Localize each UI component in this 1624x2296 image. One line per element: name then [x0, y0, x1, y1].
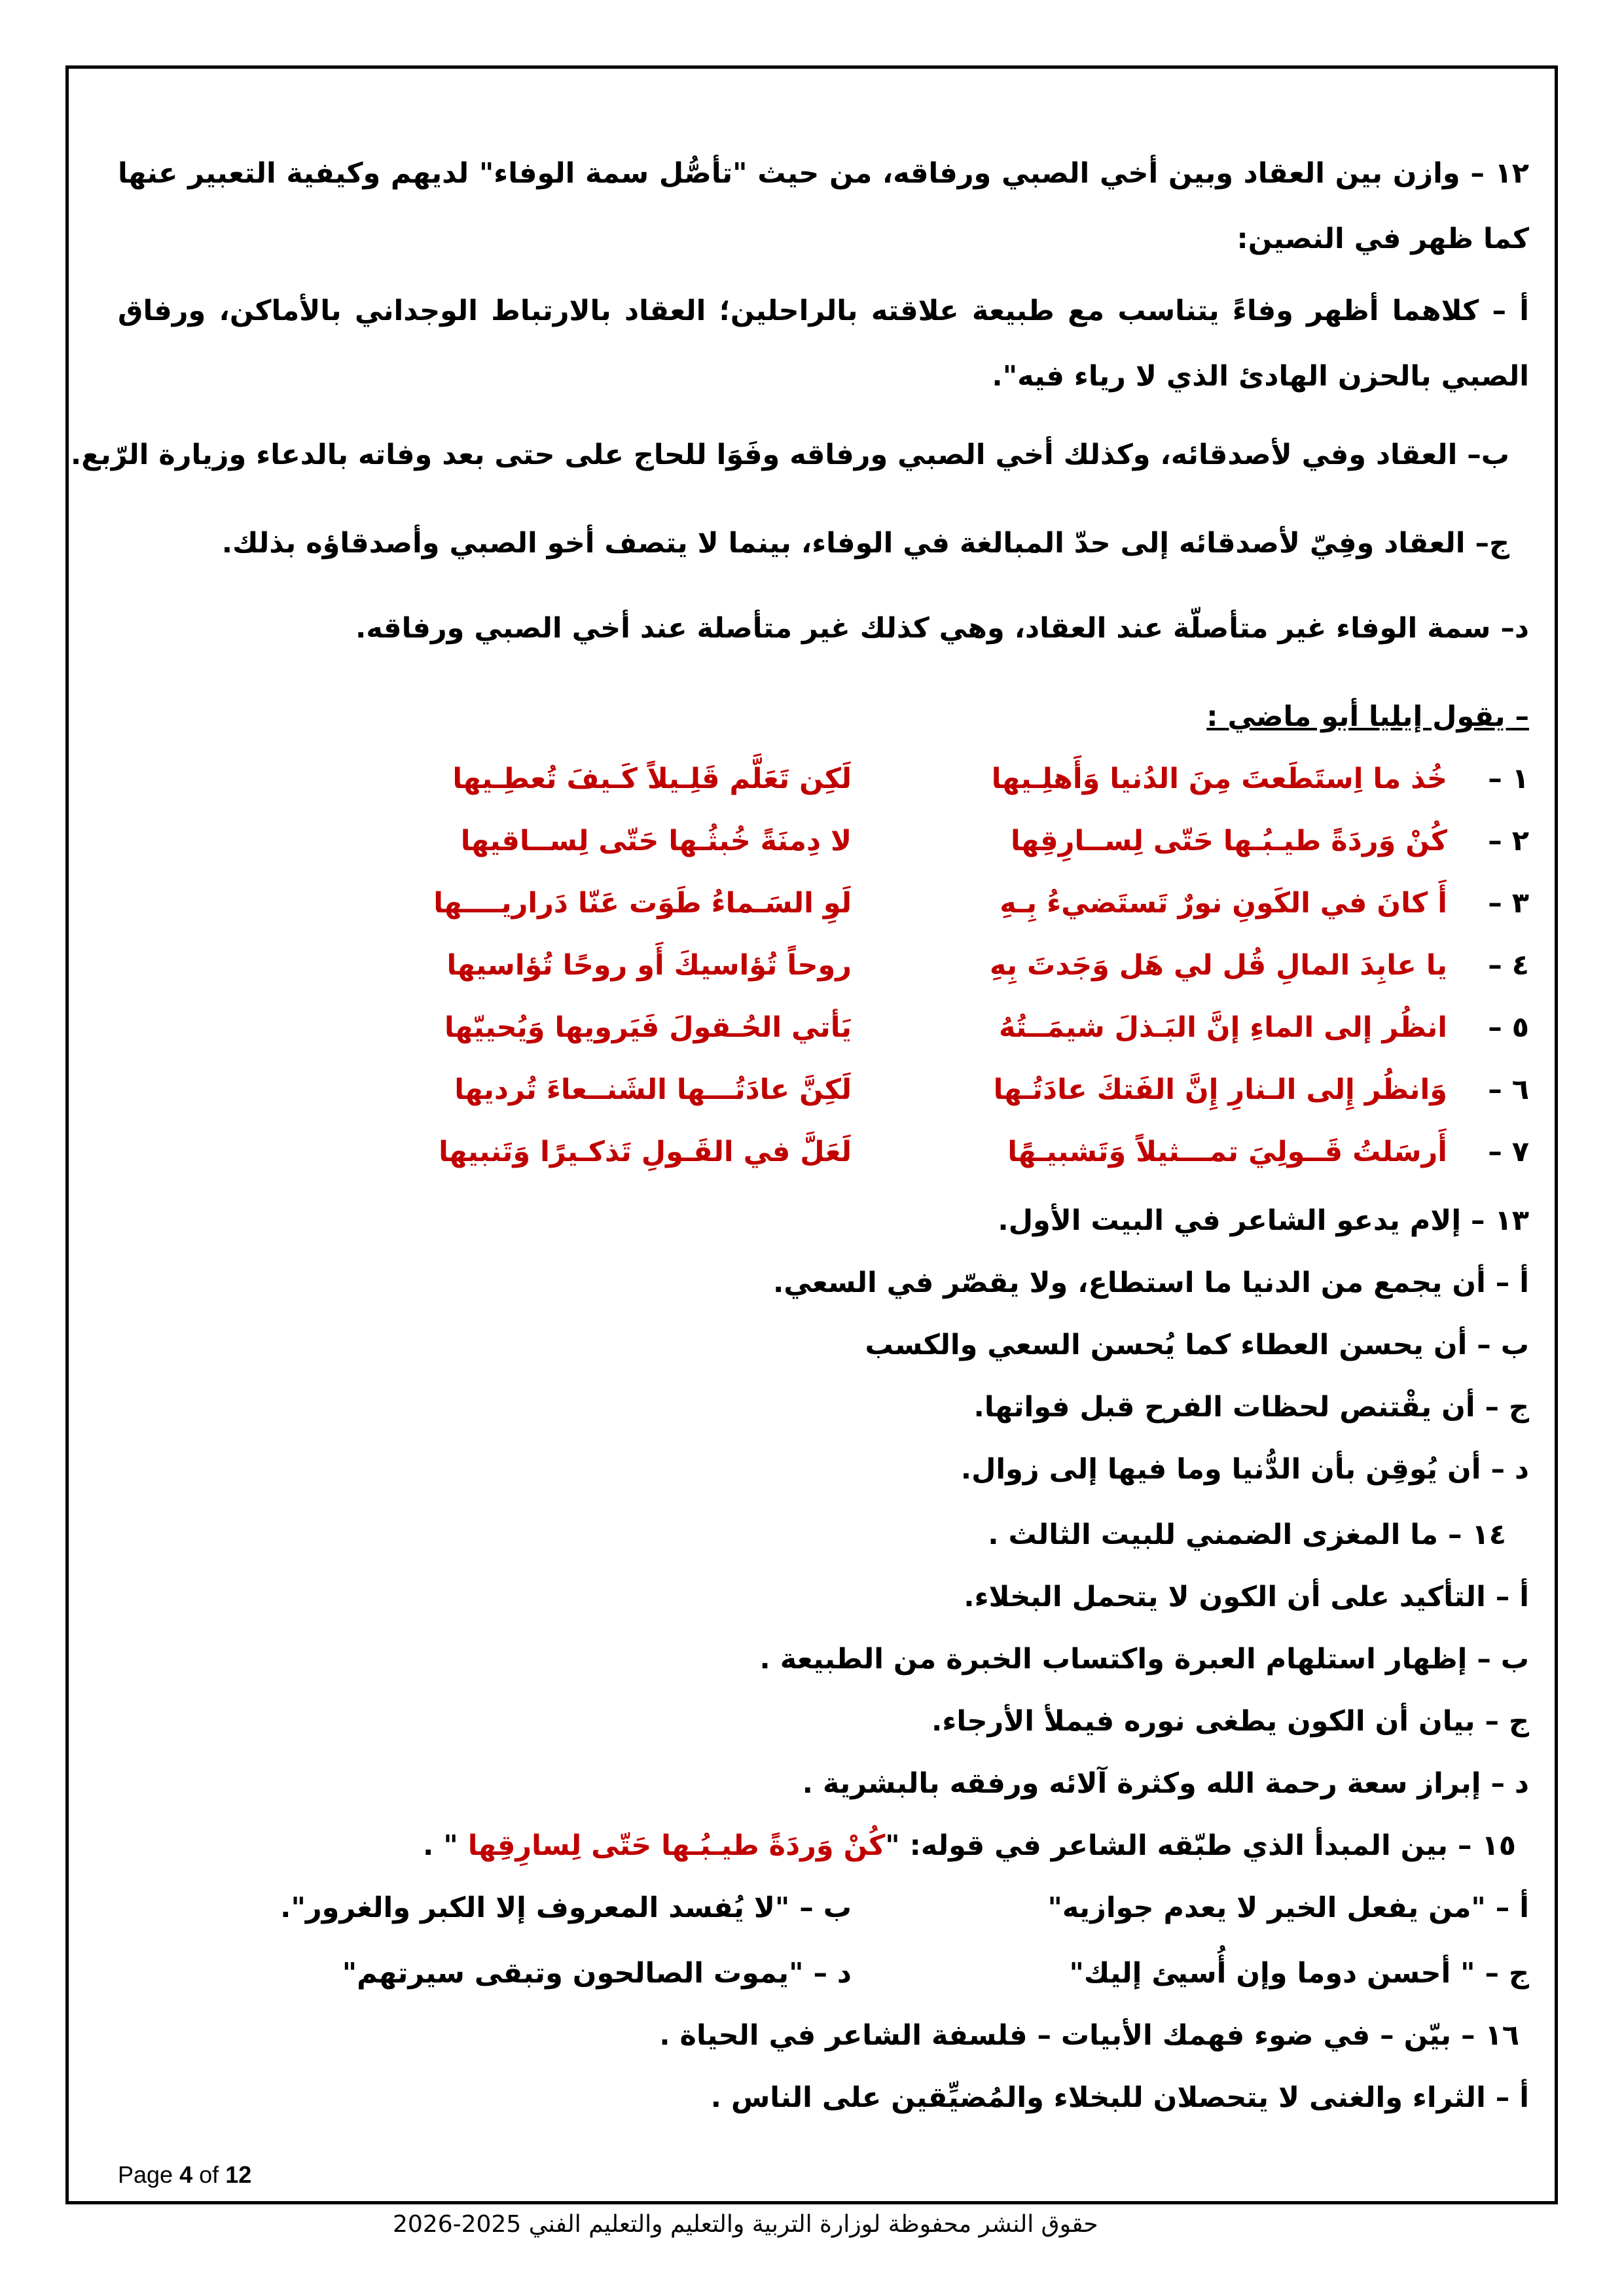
verse-number: ٣ –	[1488, 887, 1529, 920]
q14-option-a: أ – التأكيد على أن الكون لا يتحمل البخلاء.	[964, 1581, 1529, 1613]
q12-option-a: أ – كلاهما أظهر وفاءً يتناسب مع طبيعة علاقته بالراحلين؛ العقاد بالارتباط الوجداني بالأماكن، ورفاق الصبي بالحزن الهادئ الذي لا رياء فيه".	[118, 295, 1529, 393]
page-current: 4	[179, 2161, 193, 2188]
page-number	[118, 2161, 251, 2189]
verse-second-hemistich: لَوِ السَـماءُ طَوَت عَنّا دَراريــــها	[433, 887, 852, 920]
verse-second-hemistich: روحاً تُؤاسيكَ أَو روحًا تُؤاسيها	[446, 949, 852, 982]
verse-second-hemistich: يَأتي الحُـقولَ فَيَرويها وَيُحييّها	[444, 1011, 852, 1044]
q12-stem: ١٢ – وازن بين العقاد وبين أخي الصبي ورفاقه، من حيث "تأصُّل سمة الوفاء" لديهم وكيفية التعبير عنها كما ظهر في النصين:	[118, 157, 1529, 255]
q14-option-c: ج – بيان أن الكون يطغى نوره فيملأ الأرجاء.	[931, 1705, 1529, 1738]
q12-option-b: ب– العقاد وفي لأصدقائه، وكذلك أخي الصبي ورفاقه وفَوَا للحاج على حتى بعد وفاته بالدعاء وزيارة الرّبع.	[70, 439, 1509, 471]
verse-number: ٥ –	[1488, 1011, 1529, 1044]
q15-stem	[423, 1829, 1516, 1862]
q12-option-c: ج– العقاد وفِيّ لأصدقائه إلى حدّ المبالغة في الوفاء، بينما لا يتصف أخو الصبي وأصدقاؤه بذلك.	[221, 527, 1509, 560]
q16-stem: ١٦ – بيّن – في ضوء فهمك الأبيات – فلسفة الشاعر في الحياة .	[659, 2019, 1519, 2052]
verse-first-hemistich: وَانظُر إِلى الـنارِ إِنَّ الفَتكَ عادَتُـها	[993, 1073, 1447, 1106]
q15-option-c: ج – " أحسن دوما وإن أُسيئ إليك"	[1069, 1957, 1529, 1990]
page-total: 12	[225, 2161, 252, 2188]
q13-option-b: ب – أن يحسن العطاء كما يُحسن السعي والكسب	[865, 1329, 1529, 1361]
verse-first-hemistich: خُذ ما اِستَطَعتَ مِنَ الدُنيا وَأَهلِـيها	[991, 762, 1447, 795]
q15-stem-pre: ١٥ – بين المبدأ الذي طبّقه الشاعر في قوله: "	[885, 1829, 1516, 1862]
q14-option-b: ب – إظهار استلهام العبرة واكتساب الخبرة من الطبيعة .	[759, 1643, 1529, 1676]
verse-number: ١ –	[1488, 762, 1529, 795]
of-word: of	[199, 2161, 219, 2188]
q13-option-a: أ – أن يجمع من الدنيا ما استطاع، ولا يقصّر في السعي.	[772, 1266, 1529, 1299]
q15-option-b: ب – "لا يُفسد المعروف إلا الكبر والغرور".	[280, 1892, 852, 1924]
q13-stem: ١٣ – إلام يدعو الشاعر في البيت الأول.	[998, 1204, 1529, 1237]
q14-option-d: د – إبراز سعة رحمة الله وكثرة آلائه ورفقه بالبشرية .	[802, 1767, 1529, 1800]
q14-stem: ١٤ – ما المغزى الضمني للبيت الثالث .	[988, 1518, 1506, 1551]
q12-option-d: د– سمة الوفاء غير متأصلّة عند العقاد، وهي كذلك غير متأصلة عند أخي الصبي ورفاقه.	[355, 612, 1529, 645]
verse-first-hemistich: أَرسَلتُ قَــولِيَ تمـــثيلاً وَتَشبيـهًا	[1007, 1136, 1447, 1168]
verse-second-hemistich: لَعَلَّ في القَـولِ تَذكـيرًا وَتَنبيها	[439, 1136, 852, 1168]
q16-option-a: أ – الثراء والغنى لا يتحصلان للبخلاء والمُضيِّقين على الناس .	[710, 2081, 1529, 2114]
copyright-notice: حقوق النشر محفوظة لوزارة التربية والتعليم والتعليم الفني 2025-2026	[393, 2211, 1098, 2238]
q15-stem-quote: كُنْ وَردَةً طيـبُـها حَتّى لِسارِقِها	[467, 1829, 886, 1862]
q13-option-c: ج – أن يقْتنص لحظات الفرح قبل فواتها.	[973, 1391, 1529, 1424]
verse-number: ٦ –	[1488, 1073, 1529, 1106]
q15-option-d: د – "يموت الصالحون وتبقى سيرتهم"	[342, 1957, 852, 1990]
verse-second-hemistich: لَكِنَّ عادَتُـــها الشَنــعاءَ تُرديها	[454, 1073, 852, 1106]
verse-first-hemistich: انظُر إلى الماءِ إنَّ البَـذلَ شيمَــتُهُ	[998, 1011, 1447, 1044]
poem-intro: – يقول إيليا أبو ماضي :	[1206, 700, 1529, 733]
verse-first-hemistich: أَ كانَ في الكَونِ نورٌ تَستَضيءُ بِـهِ	[1000, 887, 1447, 920]
verse-second-hemistich: لا دِمنَةً خُبثُـها حَتّى لِســاقيها	[460, 825, 852, 857]
page-word: Page	[118, 2161, 173, 2188]
verse-second-hemistich: لَكِن تَعَلَّم قَلِـيلاً كَـيفَ تُعطِـيها	[452, 762, 852, 795]
verse-number: ٤ –	[1488, 949, 1529, 982]
verse-first-hemistich: كُنْ وَردَةً طيـبُـها حَتّى لِســارِقِها	[1011, 825, 1447, 857]
q13-option-d: د – أن يُوقِن بأن الدُّنيا وما فيها إلى زوال.	[960, 1453, 1529, 1486]
q15-option-a: أ – "من يفعل الخير لا يعدم جوازيه"	[1047, 1892, 1529, 1924]
q15-stem-post: " .	[423, 1829, 468, 1862]
verse-number: ٢ –	[1488, 825, 1529, 857]
verse-first-hemistich: يا عابِدَ المالِ قُل لي هَل وَجَدتَ بِهِ	[989, 949, 1447, 982]
verse-number: ٧ –	[1488, 1136, 1529, 1168]
